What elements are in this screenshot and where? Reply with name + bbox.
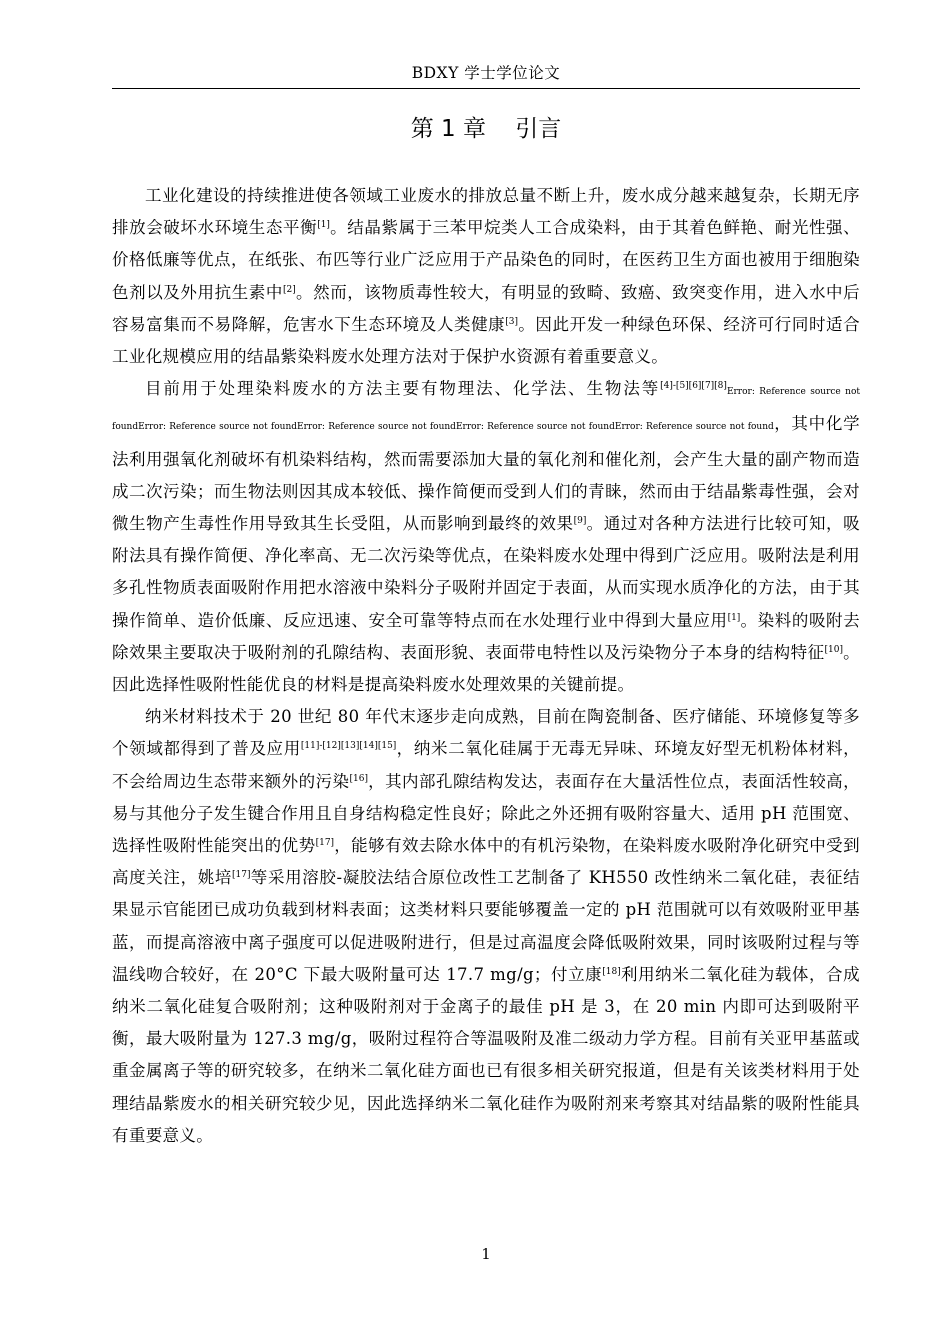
body-text (112, 180, 860, 1152)
citation-1-repeat: [1] (727, 612, 741, 623)
paragraph-3-text-2: ，纳米二氧化硅属于无毒无异味、环境友好型无机粉体材料，不会给周边生态带来额外的污染 (112, 739, 860, 791)
citation-16: [16] (349, 773, 368, 784)
paragraph-3 (112, 701, 860, 1152)
paragraph-1-text-2: 。结晶紫属于三苯甲烷类人工合成染料，由于其着色鲜艳、耐光性强、价格低廉等优点，在纸张、布匹等行业广泛应用于产品染色的同时，在医药卫生方面也被用于细胞染色剂以及外用抗生素中 (112, 218, 860, 302)
running-header: BDXY 学士学位论文 (411, 64, 561, 82)
paragraph-2 (112, 373, 860, 701)
paragraph-1 (112, 180, 860, 373)
citation-17: [17] (315, 838, 335, 849)
paragraph-1-text-3: 。然而，该物质毒性较大，有明显的致畸、致癌、致突变作用，进入水中后容易富集而不易降解，危害水下生态环境及人类健康 (112, 282, 861, 334)
paragraph-2-text-1: 目前用于处理染料废水的方法主要有物理法、化学法、生物法等 (145, 379, 661, 399)
paragraph-2-text-5: 。因此选择性吸附性能优良的材料是提高染料废水处理效果的关键前提。 (112, 642, 860, 695)
paragraph-2-text-3: 。通过对各种方法进行比较可知，吸附法具有操作简便、净化率高、无二次污染等优点，在染料废水处理中得到广泛应用。吸附法是利用多孔性物质表面吸附作用把水溶液中染料分子吸附并固定于表面，从而实现水质净化的方法，由于其操作简单、造价低廉、反应迅速、安全可靠等特点而在水处理行业中得到大量应用 (112, 514, 860, 630)
paragraph-3-text-4: ，能够有效去除水体中的有机污染物，在染料废水吸附净化研究中受到高度关注，姚培 (112, 836, 860, 888)
chapter-title: 第 1 章 引言 (410, 116, 562, 142)
citation-10: [10] (824, 644, 844, 655)
paragraph-2-text-2: ，其中化学法利用强氧化剂破坏有机染料结构，然而需要添加大量的氧化剂和催化剂，会产生大量的副产物而造成二次污染；而生物法则因其成本较低、操作简便而受到人们的青睐，然而由于结晶紫毒性强，会对微生物产生毒性作用导致其生长受阻，从而影响到最终的效果 (112, 414, 860, 534)
paragraph-3-text-1: 纳米材料技术于 20 世纪 80 年代末逐步走向成熟，目前在陶瓷制备、医疗储能、环境修复等多个领域都得到了普及应用 (112, 707, 860, 759)
header-rule (112, 88, 860, 89)
citation-11-15: [11]-[12][13][14][15] (300, 741, 397, 752)
reference-error-text: Error: Reference source not foundError: Reference source not foundError: Reference source not foundError: Reference source not foundError: Reference source not found (112, 387, 860, 433)
citation-4-8: [4]-[5][6][7][8] (660, 381, 727, 392)
paragraph-3-text-5: 等采用溶胶-凝胶法结合原位改性工艺制备了 KH550 改性纳米二氧化硅，表征结果显示官能团已成功负载到材料表面；这类材料只要能够覆盖一定的 pH 范围就可以有效吸附亚甲基蓝，而提高溶液中离子强度可以促进吸附进行，但是过高温度会降低吸附效果，同时该吸附过程与等温线吻合较好，在 20°C 下最大吸附量可达 17.7 mg/g；付立康 (112, 868, 860, 984)
citation-9: [9] (573, 516, 587, 527)
citation-3: [3] (505, 316, 519, 327)
paragraph-3-text-3: ，其内部孔隙结构发达，表面存在大量活性位点，表面活性较高，易与其他分子发生键合作用且自身结构稳定性良好；除此之外还拥有吸附容量大、适用 pH 范围宽、选择性吸附性能突出的优势 (112, 771, 860, 856)
paragraph-3-text-6: 利用纳米二氧化硅为载体，合成纳米二氧化硅复合吸附剂；这种吸附剂对于金离子的最佳 pH 是 3，在 20 min 内即可达到吸附平衡，最大吸附量为 127.3 mg/g，吸附过程符合等温吸附及准二级动力学方程。目前有关亚甲基蓝或重金属离子等的研究较多，在纳米二氧化硅方面也已有很多相关研究报道，但是有关该类材料用于处理结晶紫废水的相关研究较少见，因此选择纳米二氧化硅作为吸附剂来考察其对结晶紫的吸附性能具有重要意义。 (112, 964, 860, 1145)
citation-17-repeat: [17] (232, 870, 251, 881)
citation-2: [2] (283, 284, 296, 295)
citation-1: [1] (317, 220, 330, 231)
paragraph-1-text-4: 。因此开发一种绿色环保、经济可行同时适合工业化规模应用的结晶紫染料废水处理方法对于保护水资源有着重要意义。 (112, 314, 861, 367)
citation-18: [18] (602, 966, 621, 977)
paragraph-2-text-4: 。染料的吸附去除效果主要取决于吸附剂的孔隙结构、表面形貌、表面带电特性以及污染物分子本身的结构特征 (112, 610, 861, 662)
page-number: 1 (481, 1245, 491, 1263)
paragraph-1-text-1: 工业化建设的持续推进使各领域工业废水的排放总量不断上升，废水成分越来越复杂，长期无序排放会破坏水环境生态平衡 (112, 186, 860, 238)
